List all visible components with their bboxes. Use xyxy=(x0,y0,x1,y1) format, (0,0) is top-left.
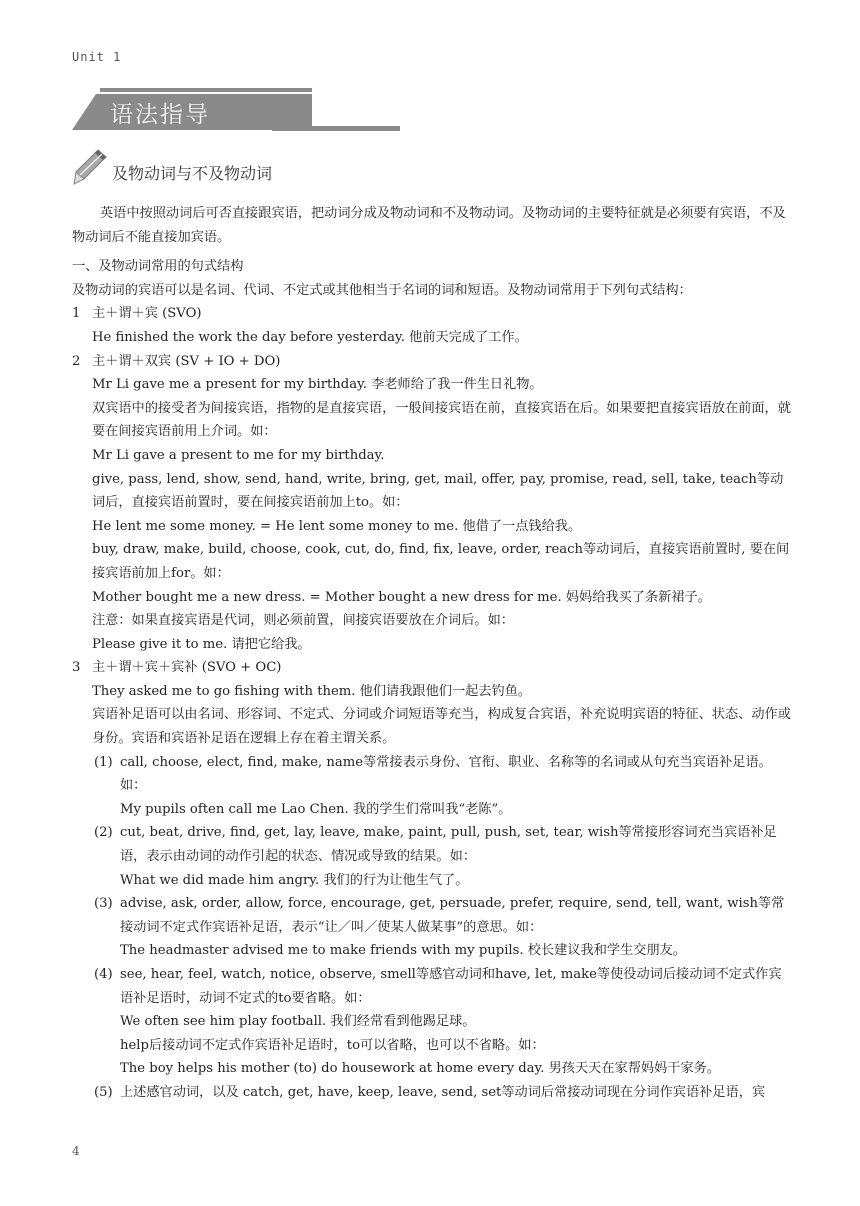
example-line: We often see him play football. 我们经常看到他踢足球。 xyxy=(120,1014,476,1030)
list-item: (4) see, hear, feel, watch, notice, observe, smell等感官动词和have, let, make等使役动词后接动词不定式作宾语补足语时，动词不定式的to要省略。如： xyxy=(94,967,782,1006)
example-line: What we did made him angry. 我们的行为让他生气了。 xyxy=(120,872,469,888)
structure-2-line: Please give it to me. 请把它给我。 xyxy=(92,636,311,652)
structure-2-line: buy, draw, make, build, choose, cook, cut, do, find, fix, leave, order, reach等动词后，直接宾语前置时, 要在间接宾语前加上for。如： xyxy=(92,542,790,581)
part1-desc: 及物动词的宾语可以是名词、代词、不定式或其他相当于名词的词和短语。及物动词常用于下列句式结构： xyxy=(72,282,692,298)
unit-label: Unit 1 xyxy=(72,50,122,64)
banner-top-line xyxy=(100,88,312,92)
page-number: 4 xyxy=(72,1144,80,1158)
section-banner xyxy=(72,88,330,134)
list-item: (1) call, choose, elect, find, make, name等常接表示身份、官衔、职业、名称等的名词或从句充当宾语补足语。如： xyxy=(94,754,772,794)
list-item: (5) 上述感官动词，以及 catch, get, have, keep, leave, send, set等动词后常接动词现在分词作宾语补足语，宾 xyxy=(94,1084,766,1100)
example-line: My pupils often call me Lao Chen. 我的学生们常叫我“老陈”。 xyxy=(120,801,512,817)
intro-paragraph: 英语中按照动词后可否直接跟宾语，把动词分成及物动词和不及物动词。及物动词的主要特征就是必须要有宾语，不及物动词后不能直接加宾语。 xyxy=(72,206,786,245)
structure-2-title: 2 主＋谓＋双宾 (SV + IO + DO) xyxy=(72,353,281,369)
structure-2-line: He lent me some money. = He lent some money to me. 他借了一点钱给我。 xyxy=(92,518,582,534)
structure-2-line: 注意：如果直接宾语是代词，则必须前置，间接宾语要放在介词后。如： xyxy=(92,613,514,629)
structure-2-line: Mother bought me a new dress. = Mother bought a new dress for me. 妈妈给我买了条新裙子。 xyxy=(92,589,711,605)
structure-2-line: 双宾语中的接受者为间接宾语，指物的是直接宾语，一般间接宾语在前，直接宾语在后。如果要把直接宾语放在前面，就要在间接宾语前用上介词。如： xyxy=(92,400,791,440)
pencil-icon xyxy=(72,148,108,186)
section-title: 及物动词与不及物动词 xyxy=(112,164,273,183)
structure-1-line: He finished the work the day before yesterday. 他前天完成了工作。 xyxy=(92,329,528,345)
structure-2-line: Mr Li gave me a present for my birthday. 李老师给了我一件生日礼物。 xyxy=(92,377,543,393)
example-line: The headmaster advised me to make friends with my pupils. 校长建议我和学生交朋友。 xyxy=(120,943,687,959)
example-line: The boy helps his mother (to) do housework at home every day. 男孩天天在家帮妈妈干家务。 xyxy=(120,1061,721,1077)
list-item: (3) advise, ask, order, allow, force, encourage, get, persuade, prefer, require, send, tell, want, wish等常接动词不定式作宾语补足语，表示“让／叫／使某人做某事”的意思。如： xyxy=(94,896,785,935)
structure-1-title: 1 主＋谓＋宾 (SVO) xyxy=(72,306,202,322)
banner-title: 语法指导 xyxy=(110,102,210,128)
structure-2-line: give, pass, lend, show, send, hand, write, bring, get, mail, offer, pay, promise, read, sell, take, teach等动词后，直接宾语前置时，要在间接宾语前加上to。如： xyxy=(92,471,784,511)
structure-3-line: 宾语补足语可以由名词、形容词、不定式、分词或介词短语等充当，构成复合宾语，补充说明宾语的特征、状态、动作或身份。宾语和宾语补足语在逻辑上存在着主谓关系。 xyxy=(92,707,791,747)
structure-3-line: They asked me to go fishing with them. 他们请我跟他们一起去钓鱼。 xyxy=(92,683,532,699)
grammar-content xyxy=(72,202,792,1105)
list-item: (2) cut, beat, drive, find, get, lay, leave, make, paint, pull, push, set, tear, wish等常接形容词充当宾语补足语，表示由动词的动作引起的状态、情况或导致的结果。如： xyxy=(94,825,777,865)
banner-bottom-line xyxy=(272,126,400,131)
structure-3-title: 3 主＋谓＋宾＋宾补 (SVO + OC) xyxy=(72,660,282,676)
part1-heading: 一、及物动词常用的句式结构 xyxy=(72,259,244,275)
example-line: help后接动词不定式作宾语补足语时，to可以省略，也可以不省略。如： xyxy=(120,1037,545,1053)
structure-2-line: Mr Li gave a present to me for my birthday. xyxy=(92,447,385,463)
